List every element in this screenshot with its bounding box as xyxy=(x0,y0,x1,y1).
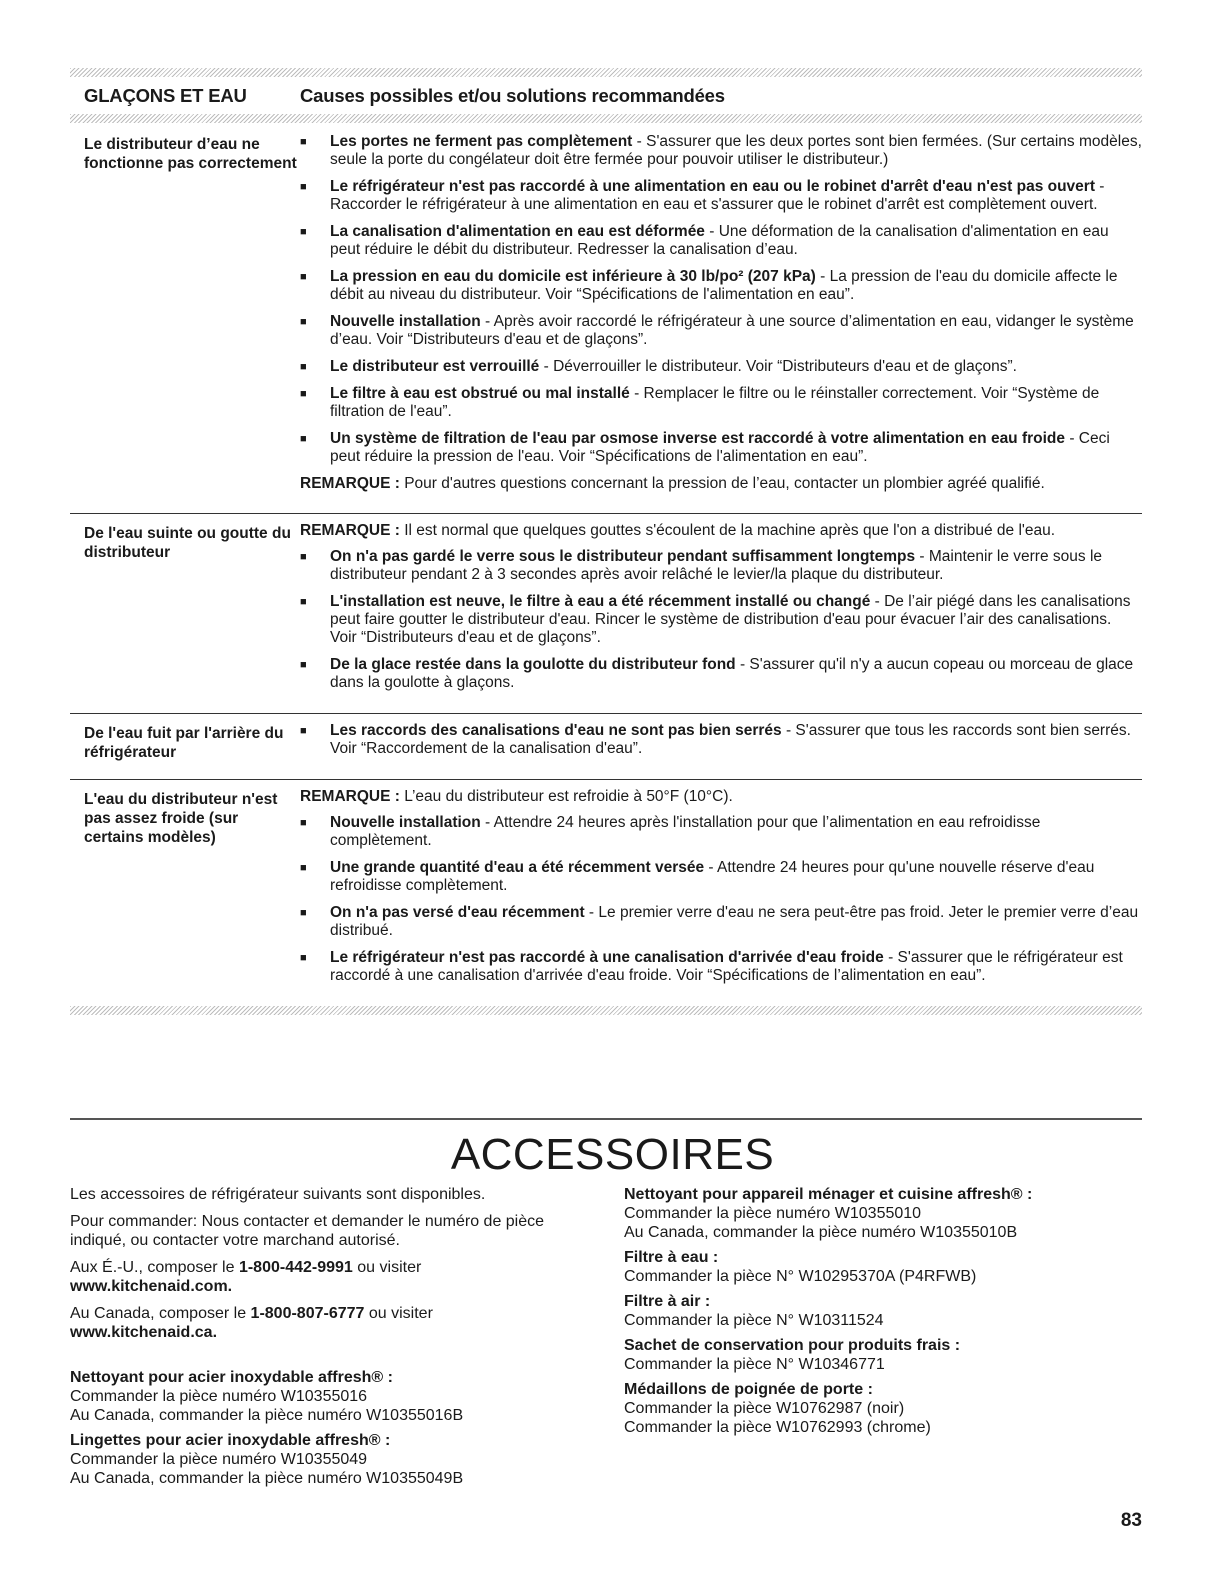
accessory-item xyxy=(624,1336,1144,1374)
cause-item xyxy=(300,548,1142,584)
cause-item xyxy=(300,656,1142,692)
cause-title: On n'a pas versé d'eau récemment xyxy=(330,904,585,921)
us-contact-prefix: Aux É.-U., composer le xyxy=(70,1259,239,1276)
header-problem: GLAÇONS ET EAU xyxy=(84,84,247,106)
accessory-title: Nettoyant pour acier inoxydable affresh® : xyxy=(70,1369,393,1386)
cause-title: Les portes ne ferment pas complètement xyxy=(330,133,633,150)
square-bullet-icon: ■ xyxy=(300,271,307,283)
cause-title: On n'a pas gardé le verre sous le distributeur pendant suffisamment longtemps xyxy=(330,548,916,565)
cause-title: Le réfrigérateur n'est pas raccordé à une alimentation en eau ou le robinet d'arrêt d'eau n'est pas ouvert xyxy=(330,178,1095,195)
top-hatch-rule xyxy=(70,68,1142,77)
problem-label: Le distributeur d’eau ne fonctionne pas correctement xyxy=(84,136,297,172)
cause-item xyxy=(300,268,1142,304)
ca-phone[interactable]: 1-800-807-6777 xyxy=(250,1305,365,1322)
cause-solution: - Maintenir le verre sous le distributeur pendant 2 à 3 secondes après avoir relâché le levier/la plaque du distributeur. xyxy=(330,548,1103,583)
bottom-hatch-rule xyxy=(70,1006,1142,1015)
square-bullet-icon: ■ xyxy=(300,361,307,373)
cause-item xyxy=(300,593,1142,647)
accessories-intro: Les accessoires de réfrigérateur suivants sont disponibles. xyxy=(70,1186,486,1203)
cause-item xyxy=(300,859,1142,895)
accessory-part-line: Commander la pièce numéro W10355016 xyxy=(70,1388,368,1405)
accessory-part-line: Commander la pièce W10762993 (chrome) xyxy=(624,1419,931,1436)
cause-title: La pression en eau du domicile est inférieure à 30 lb/po² (207 kPa) xyxy=(330,268,816,285)
cause-solution: - Une déformation de la canalisation d'alimentation en eau peut réduire le débit du distributeur. Redresser la canalisation d’eau. xyxy=(330,223,1109,258)
header-hatch-rule xyxy=(70,114,1142,123)
us-phone[interactable]: 1-800-442-9991 xyxy=(238,1259,353,1276)
causes-cell xyxy=(300,788,1142,1006)
accessory-item xyxy=(624,1380,1144,1437)
troubleshooting-table xyxy=(70,68,1142,1015)
header-causes: Causes possibles et/ou solutions recommandées xyxy=(300,84,725,106)
accessories-rule xyxy=(70,1118,1142,1120)
accessory-title: Nettoyant pour appareil ménager et cuisine affresh® : xyxy=(624,1186,1033,1203)
table-row xyxy=(70,514,1142,714)
cause-title: Une grande quantité d'eau a été récemment versée xyxy=(330,859,705,876)
cause-title: L'installation est neuve, le filtre à eau a été récemment installé ou changé xyxy=(330,593,871,610)
table-row xyxy=(70,714,1142,780)
cause-title: Le filtre à eau est obstrué ou mal installé xyxy=(330,385,630,402)
cause-title: Nouvelle installation xyxy=(330,313,481,330)
cause-solution: - S'assurer qu'il n'y a aucun copeau ou morceau de glace dans la goulotte à glaçons. xyxy=(330,656,1134,691)
cause-item xyxy=(300,722,1142,758)
table-row xyxy=(70,133,1142,514)
square-bullet-icon: ■ xyxy=(300,952,307,964)
cause-item xyxy=(300,133,1142,169)
page-number: 83 xyxy=(1120,1510,1142,1531)
accessory-item xyxy=(70,1431,590,1488)
square-bullet-icon: ■ xyxy=(300,226,307,238)
cause-item xyxy=(300,178,1142,214)
cause-title: De la glace restée dans la goulotte du distributeur fond xyxy=(330,656,736,673)
accessory-part-line: Au Canada, commander la pièce numéro W10355016B xyxy=(70,1407,464,1424)
accessory-title: Sachet de conservation pour produits frais : xyxy=(624,1337,961,1354)
ca-website[interactable]: www.kitchenaid.ca xyxy=(70,1324,213,1341)
square-bullet-icon: ■ xyxy=(300,725,307,737)
causes-cell xyxy=(300,722,1142,779)
square-bullet-icon: ■ xyxy=(300,862,307,874)
cause-item xyxy=(300,313,1142,349)
cause-item xyxy=(300,904,1142,940)
square-bullet-icon: ■ xyxy=(300,551,307,563)
problem-label: De l'eau fuit par l'arrière du réfrigérateur xyxy=(84,725,284,761)
accessory-title: Lingettes pour acier inoxydable affresh® : xyxy=(70,1432,391,1449)
right-accessory-list xyxy=(624,1185,1144,1437)
cause-solution: - S'assurer que les deux portes sont bien fermées. (Sur certains modèles, seule la porte du congélateur doit être fermée pour pouvoir utiliser le distributeur.) xyxy=(330,133,1142,168)
causes-cell xyxy=(300,522,1142,713)
cause-solution: - Raccorder le réfrigérateur à une alimentation en eau et s'assurer que le robinet d'arrêt est complètement ouvert. xyxy=(330,178,1105,213)
accessories-order-info: Pour commander: Nous contacter et demander le numéro de pièce indiqué, ou contacter votre marchand autorisé. xyxy=(70,1213,545,1249)
square-bullet-icon: ■ xyxy=(300,817,307,829)
us-contact-mid: ou visiter xyxy=(352,1259,422,1276)
accessory-item xyxy=(624,1185,1144,1242)
cause-solution: - Ceci peut réduire la pression de l'eau. Voir “Spécifications de l'alimentation en eau”. xyxy=(330,430,1110,465)
problem-label: De l'eau suinte ou goutte du distributeur xyxy=(84,525,291,561)
cause-solution: - Attendre 24 heures après l'installation pour que l’alimentation en eau refroidisse complètement. xyxy=(330,814,1041,849)
cause-solution: - S'assurer que tous les raccords sont bien serrés. Voir “Raccordement de la canalisation d'eau”. xyxy=(330,722,1131,757)
accessory-part-line: Commander la pièce N° W10295370A (P4RFWB) xyxy=(624,1268,977,1285)
accessory-title: Médaillons de poignée de porte : xyxy=(624,1381,873,1398)
accessories-right-column xyxy=(624,1185,1144,1443)
square-bullet-icon: ■ xyxy=(300,659,307,671)
table-row xyxy=(70,780,1142,1006)
cause-item xyxy=(300,430,1142,466)
cause-item xyxy=(300,385,1142,421)
accessory-part-line: Commander la pièce N° W10346771 xyxy=(624,1356,885,1373)
cause-item xyxy=(300,358,1142,376)
us-contact: Aux É.-U., composer le 1-800-442-9991 ou visiter www.kitchenaid.com. xyxy=(70,1259,422,1295)
square-bullet-icon: ■ xyxy=(300,316,307,328)
cause-item xyxy=(300,814,1142,850)
cause-solution: - S'assurer que le réfrigérateur est raccordé à une canalisation d'arrivée d'eau froide. Voir “Spécifications de l’alimentation en eau”. xyxy=(330,949,1123,984)
cause-title: Le réfrigérateur n'est pas raccordé à une canalisation d'arrivée d'eau froide xyxy=(330,949,884,966)
cause-solution: - Attendre 24 heures pour qu'une nouvelle réserve d'eau refroidisse complètement. xyxy=(330,859,1095,894)
cause-title: Un système de filtration de l'eau par osmose inverse est raccordé à votre alimentation en eau froide xyxy=(330,430,1066,447)
cause-solution: - Le premier verre d'eau ne sera peut-être pas froid. Jeter le premier verre d’eau distribué. xyxy=(330,904,1139,939)
table-header xyxy=(70,77,1142,114)
accessory-item xyxy=(624,1292,1144,1330)
causes-cell xyxy=(300,133,1142,513)
cause-solution: - De l’air piégé dans les canalisations peut faire goutter le distributeur d'eau. Rincer le système de distribution d'eau pour évacuer l’air des canalisations. Voir “Distributeurs d'eau et de glaçons”. xyxy=(330,593,1131,646)
square-bullet-icon: ■ xyxy=(300,181,307,193)
remark-note: REMARQUE : Il est normal que quelques gouttes s'écoulent de la machine après que l'on a distribué de l'eau. xyxy=(300,522,1056,539)
accessory-part-line: Commander la pièce N° W10311524 xyxy=(624,1312,884,1329)
accessory-item xyxy=(624,1248,1144,1286)
square-bullet-icon: ■ xyxy=(300,136,307,148)
cause-solution: - Après avoir raccordé le réfrigérateur à une source d’alimentation en eau, vidanger le système d’eau. Voir “Distributeurs d'eau et de glaçons”. xyxy=(330,313,1134,348)
accessory-part-line: Commander la pièce numéro W10355010 xyxy=(624,1205,922,1222)
cause-solution: - La pression de l'eau du domicile affecte le débit au niveau du distributeur. Voir “Spécifications de l'alimentation en eau”. xyxy=(330,268,1118,303)
square-bullet-icon: ■ xyxy=(300,388,307,400)
left-accessory-list xyxy=(70,1368,590,1488)
accessory-part-line: Au Canada, commander la pièce numéro W10355049B xyxy=(70,1470,464,1487)
accessory-title: Filtre à eau : xyxy=(624,1249,719,1266)
accessory-title: Filtre à air : xyxy=(624,1293,711,1310)
cause-solution: - Remplacer le filtre ou le réinstaller correctement. Voir “Système de filtration de l'eau”. xyxy=(330,385,1100,420)
cause-title: Les raccords des canalisations d'eau ne sont pas bien serrés xyxy=(330,722,782,739)
ca-contact-prefix: Au Canada, composer le xyxy=(70,1305,251,1322)
cause-item xyxy=(300,949,1142,985)
remark-note: REMARQUE : L’eau du distributeur est refroidie à 50°F (10°C). xyxy=(300,788,733,805)
accessory-part-line: Commander la pièce numéro W10355049 xyxy=(70,1451,368,1468)
table-body xyxy=(70,133,1142,1006)
cause-title: Le distributeur est verrouillé xyxy=(330,358,540,375)
square-bullet-icon: ■ xyxy=(300,596,307,608)
cause-item xyxy=(300,223,1142,259)
accessory-item xyxy=(70,1368,590,1425)
square-bullet-icon: ■ xyxy=(300,907,307,919)
accessory-part-line: Commander la pièce W10762987 (noir) xyxy=(624,1400,905,1417)
remark-note: REMARQUE : Pour d'autres questions concernant la pression de l’eau, contacter un plombier agréé qualifié. xyxy=(300,475,1045,492)
problem-label: L'eau du distributeur n'est pas assez froide (sur certains modèles) xyxy=(84,791,278,846)
ca-contact-mid: ou visiter xyxy=(364,1305,433,1322)
cause-solution: - Déverrouiller le distributeur. Voir “Distributeurs d'eau et de glaçons”. xyxy=(539,358,1017,375)
ca-contact: Au Canada, composer le 1-800-807-6777 ou visiter www.kitchenaid.ca. xyxy=(70,1305,433,1341)
cause-title: La canalisation d'alimentation en eau est déformée xyxy=(330,223,705,240)
accessory-part-line: Au Canada, commander la pièce numéro W10355010B xyxy=(624,1224,1018,1241)
cause-title: Nouvelle installation xyxy=(330,814,481,831)
us-website[interactable]: www.kitchenaid.com xyxy=(70,1278,228,1295)
square-bullet-icon: ■ xyxy=(300,433,307,445)
accessories-title: ACCESSOIRES xyxy=(450,1130,775,1179)
accessories-left-column xyxy=(70,1185,590,1494)
